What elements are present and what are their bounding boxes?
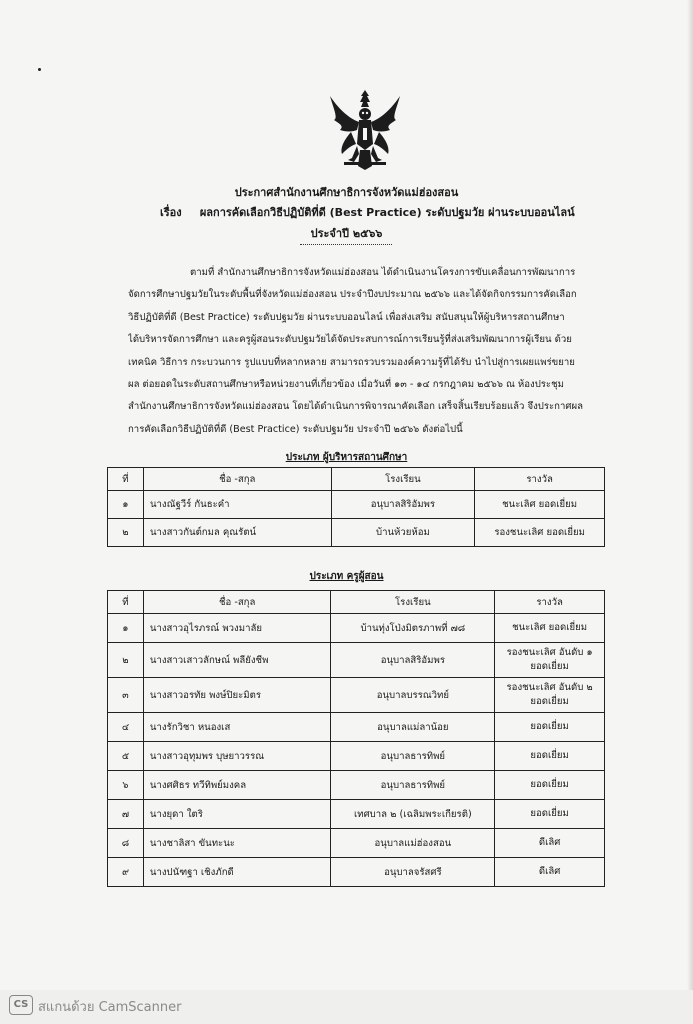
table-row xyxy=(108,829,605,858)
cell-school: บ้านห้วยห้อม xyxy=(331,519,475,547)
cell-award: ยอดเยี่ยม xyxy=(495,742,605,771)
column-header-no: ที่ xyxy=(108,468,144,491)
cell-no: ๙ xyxy=(108,858,144,887)
cell-award: รองชนะเลิศ ยอดเยี่ยม xyxy=(475,519,605,547)
cell-award: ดีเลิศ xyxy=(495,829,605,858)
cell-no: ๑ xyxy=(108,614,144,643)
cell-school: อนุบาลบรรณวิทย์ xyxy=(331,678,495,713)
body-line: ตามที่ สำนักงานศึกษาธิการจังหวัดแม่ฮ่องสอน ได้ดำเนินงานโครงการขับเคลื่อนการพัฒนาการ xyxy=(190,267,576,278)
announcement-body xyxy=(128,262,598,441)
subject-text: ผลการคัดเลือกวิธีปฏิบัติที่ดี (Best Practice) ระดับปฐมวัย ผ่านระบบออนไลน์ xyxy=(199,206,575,219)
cell-award: ยอดเยี่ยม xyxy=(495,800,605,829)
cell-school: อนุบาลแม่ฮ่องสอน xyxy=(331,829,495,858)
cell-no: ๔ xyxy=(108,713,144,742)
cell-no: ๗ xyxy=(108,800,144,829)
table-row xyxy=(108,678,605,713)
table-row xyxy=(108,742,605,771)
cell-school: อนุบาลธารทิพย์ xyxy=(331,771,495,800)
announcement-year: ประจำปี ๒๕๖๖ xyxy=(310,227,383,240)
body-line: ได้บริหารจัดการศึกษา และครูผู้สอนระดับปฐมวัยได้จัดประสบการณ์การเรียนรู้ที่ส่งเสริมพัฒนาการผู้เรียน ด้วย xyxy=(128,334,572,346)
camscanner-logo-icon: CS xyxy=(9,995,33,1015)
cell-award: ยอดเยี่ยม xyxy=(495,713,605,742)
cell-school: อนุบาลแม่ลาน้อย xyxy=(331,713,495,742)
table-row xyxy=(108,614,605,643)
column-header-name: ชื่อ -สกุล xyxy=(143,591,331,614)
cell-no: ๑ xyxy=(108,491,144,519)
cell-name: นางรักวิชา หนองเส xyxy=(143,713,331,742)
cell-name: นางสาวเสาวลักษณ์ พลียังชีพ xyxy=(143,643,331,678)
body-line: วิธีปฏิบัติที่ดี (Best Practice) ระดับปฐมวัย ผ่านระบบออนไลน์ เพื่อส่งเสริม สนับสนุนให้ผู้บริหารสถานศึกษา xyxy=(128,311,565,323)
admin-section-title: ประเภท ผู้บริหารสถานศึกษา xyxy=(285,452,408,463)
garuda-emblem-icon xyxy=(326,88,404,172)
column-header-no: ที่ xyxy=(108,591,144,614)
cell-school: อนุบาลธารทิพย์ xyxy=(331,742,495,771)
camscanner-watermark: สแกนด้วย CamScanner xyxy=(38,1000,182,1015)
cell-name: นางสาวอุทุมพร บุษยาวรรณ xyxy=(143,742,331,771)
teacher-results-table xyxy=(107,590,605,887)
cell-award: รองชนะเลิศ อันดับ ๑ ยอดเยี่ยม xyxy=(495,643,605,678)
announcement-subject xyxy=(160,203,575,221)
table-row xyxy=(108,858,605,887)
cell-school: บ้านทุ่งโป่งมิตรภาพที่ ๗๘ xyxy=(331,614,495,643)
body-line: เทคนิค วิธีการ กระบวนการ รูปแบบที่หลากหลาย สามารถรวบรวมองค์ความรู้ที่ได้รับ นำไปสู่การเผยแพร่ขยาย xyxy=(128,356,575,368)
subject-label: เรื่อง xyxy=(160,206,182,219)
cell-school: เทศบาล ๒ (เฉลิมพระเกียรติ) xyxy=(331,800,495,829)
scan-speck xyxy=(38,68,41,71)
table-header-row xyxy=(108,468,605,491)
column-header-name: ชื่อ -สกุล xyxy=(143,468,331,491)
teacher-section-title: ประเภท ครูผู้สอน xyxy=(309,571,384,582)
cell-name: นางชาลิสา ขันทะนะ xyxy=(143,829,331,858)
cell-name: นางยุดา ใตริ xyxy=(143,800,331,829)
body-line: ผล ต่อยอดในระดับสถานศึกษาหรือหน่วยงานที่เกี่ยวข้อง เมื่อวันที่ ๑๓ - ๑๔ กรกฎาคม ๒๕๖๖ ณ ห้องประชุม xyxy=(128,379,564,391)
table-row xyxy=(108,771,605,800)
column-header-school: โรงเรียน xyxy=(331,591,495,614)
cell-name: นางสาวกันต์กมล คุณรัตน์ xyxy=(143,519,331,547)
table-header-row xyxy=(108,591,605,614)
page-edge-shadow xyxy=(687,0,693,1024)
cell-no: ๘ xyxy=(108,829,144,858)
cell-school: อนุบาลสิริอัมพร xyxy=(331,491,475,519)
cell-name: นางณัฐวีร์ กันธะคำ xyxy=(143,491,331,519)
table-row xyxy=(108,491,605,519)
body-line: จัดการศึกษาปฐมวัยในระดับพื้นที่จังหวัดแม่ฮ่องสอน ประจำปีงบประมาณ ๒๕๖๖ และได้จัดกิจกรรมการคัดเลือก xyxy=(128,289,577,301)
cell-award: ยอดเยี่ยม xyxy=(495,771,605,800)
announcement-title: ประกาศสำนักงานศึกษาธิการจังหวัดแม่ฮ่องสอน xyxy=(234,186,459,199)
cell-name: นางศศิธร ทวีทิพย์มงคล xyxy=(143,771,331,800)
cell-award: ดีเลิศ xyxy=(495,858,605,887)
admin-results-table xyxy=(107,467,605,547)
cell-no: ๕ xyxy=(108,742,144,771)
cell-school: อนุบาลสิริอัมพร xyxy=(331,643,495,678)
cell-no: ๖ xyxy=(108,771,144,800)
cell-name: นางสาวอรทัย พงษ์ปิยะมิตร xyxy=(143,678,331,713)
cell-award: ชนะเลิศ ยอดเยี่ยม xyxy=(495,614,605,643)
column-header-award: รางวัล xyxy=(475,468,605,491)
cell-no: ๒ xyxy=(108,519,144,547)
column-header-award: รางวัล xyxy=(495,591,605,614)
cell-school: อนุบาลจรัสศรี xyxy=(331,858,495,887)
table-row xyxy=(108,643,605,678)
cell-award: รองชนะเลิศ อันดับ ๒ ยอดเยี่ยม xyxy=(495,678,605,713)
body-line: สำนักงานศึกษาธิการจังหวัดแม่ฮ่องสอน โดยได้ดำเนินการพิจารณาคัดเลือก เสร็จสิ้นเรียบร้อยแล้ว จึงประกาศผล xyxy=(128,401,583,413)
cell-name: นางสาวอุไรภรณ์ พวงมาลัย xyxy=(143,614,331,643)
cell-no: ๒ xyxy=(108,643,144,678)
cell-award: ชนะเลิศ ยอดเยี่ยม xyxy=(475,491,605,519)
table-row xyxy=(108,519,605,547)
title-divider xyxy=(300,244,392,245)
table-row xyxy=(108,800,605,829)
cell-name: นางปนัฑฐา เชิงภักดี xyxy=(143,858,331,887)
column-header-school: โรงเรียน xyxy=(331,468,475,491)
cell-no: ๓ xyxy=(108,678,144,713)
table-row xyxy=(108,713,605,742)
body-line: การคัดเลือกวิธีปฏิบัติที่ดี (Best Practice) ระดับปฐมวัย ประจำปี ๒๕๖๖ ดังต่อไปนี้ xyxy=(128,423,463,435)
